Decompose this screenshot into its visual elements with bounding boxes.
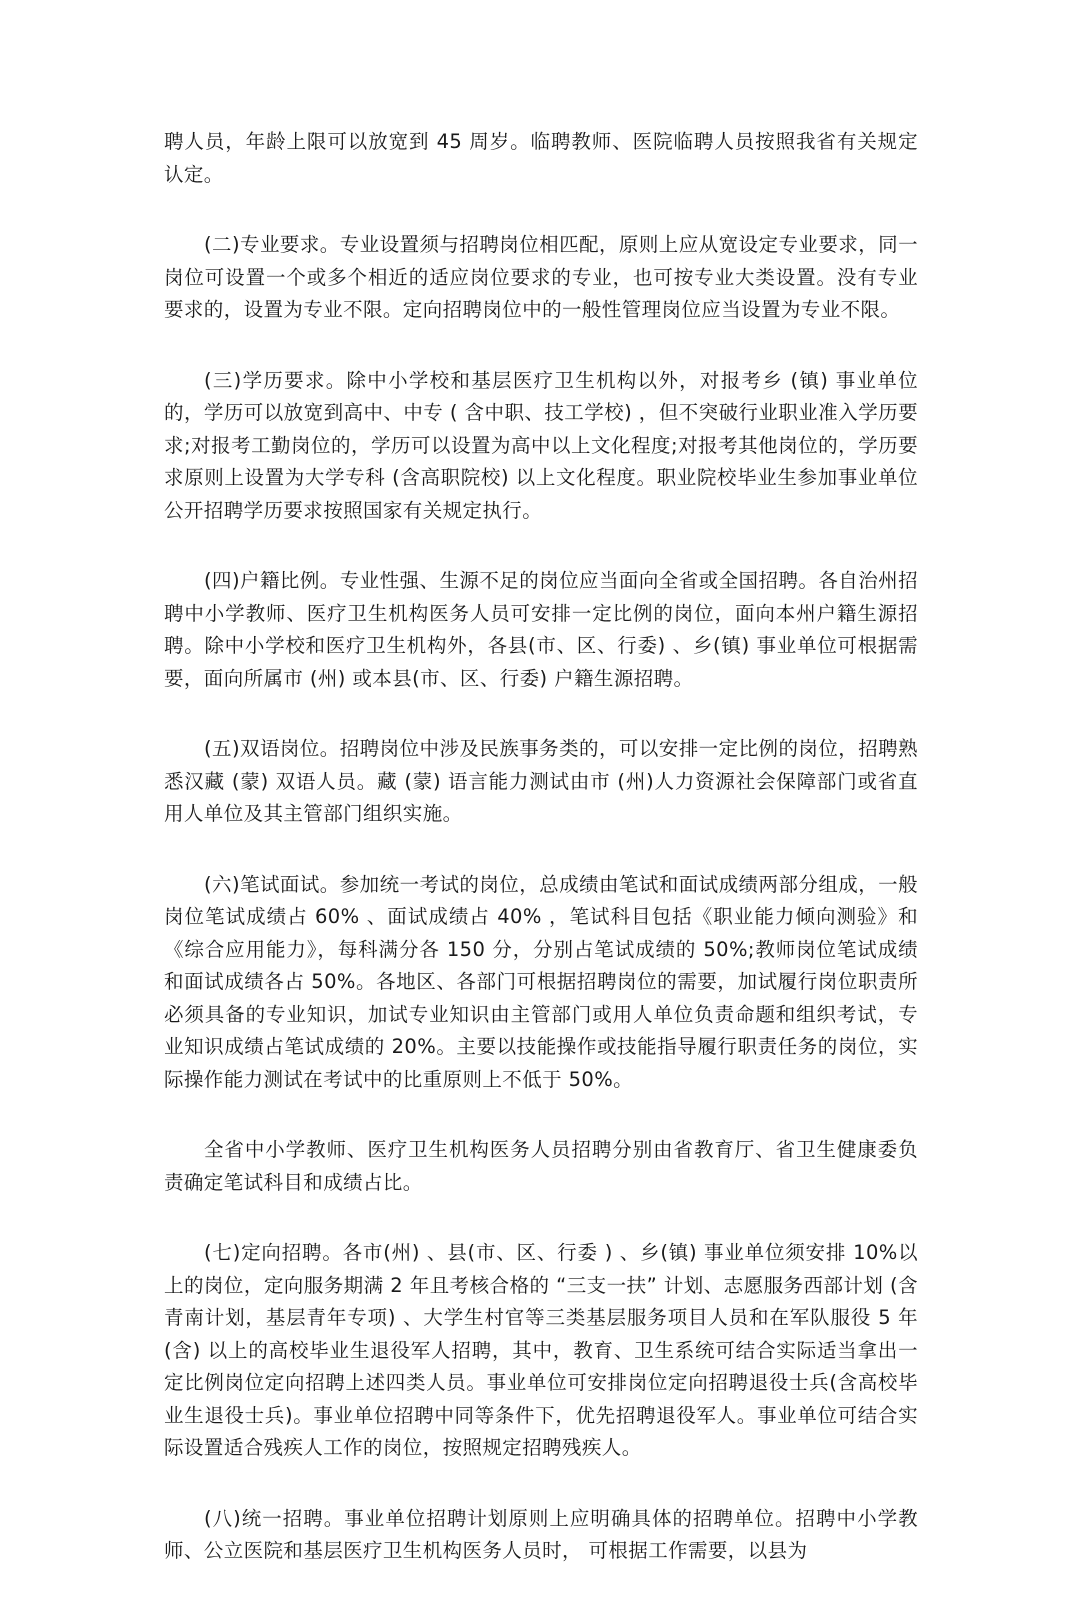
paragraph-targeted-recruitment: (七)定向招聘。各市(州) 、县(市、区、行委 ) 、乡(镇) 事业单位须安排 10%以上的岗位，定向服务期满 2 年且考核合格的 “三支一扶” 计划、志愿服务西部计划 (含青南计划，基层青年专项) 、大学生村官等三类基层服务项目人员和在军队服役 5 年 (含) 以上的高校毕业生退役军人招聘，其中，教育、卫生系统可结合实际适当拿出一定比例岗位定向招聘上述四类人员。事业单位可安排岗位定向招聘退役士兵(含高校毕业生退役士兵)。事业单位招聘中同等条件下，优先招聘退役军人。事业单位可结合实际设置适合残疾人工作的岗位，按照规定招聘残疾人。 (164, 1241, 918, 1459)
paragraph-province-teachers-medical: 全省中小学教师、医疗卫生机构医务人员招聘分别由省教育厅、省卫生健康委负责确定笔试科目和成绩占比。 (164, 1138, 918, 1194)
paragraph-household-ratio: (四)户籍比例。专业性强、生源不足的岗位应当面向全省或全国招聘。各自治州招聘中小学教师、医疗卫生机构医务人员可安排一定比例的岗位，面向本州户籍生源招聘。除中小学校和医疗卫生机构外，各县(市、区、行委) 、乡(镇) 事业单位可根据需要，面向所属市 (州) 或本县(市、区、行委) 户籍生源招聘。 (164, 569, 918, 690)
paragraph-bilingual-positions: (五)双语岗位。招聘岗位中涉及民族事务类的，可以安排一定比例的岗位，招聘熟悉汉藏 (蒙) 双语人员。藏 (蒙) 语言能力测试由市 (州)人力资源社会保障部门或省直用人单位及其主管部门组织实施。 (164, 737, 918, 825)
paragraph-continuation: 聘人员，年龄上限可以放宽到 45 周岁。临聘教师、医院临聘人员按照我省有关规定认定。 (164, 130, 918, 186)
paragraph-education-requirement: (三)学历要求。除中小学校和基层医疗卫生机构以外，对报考乡 (镇) 事业单位的，学历可以放宽到高中、中专 ( 含中职、技工学校) ，但不突破行业职业准入学历要求;对报考工勤岗位的，学历可以设置为高中以上文化程度;对报考其他岗位的，学历要求原则上设置为大学专科 (含高职院校) 以上文化程度。职业院校毕业生参加事业单位公开招聘学历要求按照国家有关规定执行。 (164, 368, 918, 522)
paragraph-major-requirement: (二)专业要求。专业设置须与招聘岗位相匹配，原则上应从宽设定专业要求，同一岗位可设置一个或多个相近的适应岗位要求的专业，也可按专业大类设置。没有专业要求的，设置为专业不限。定向招聘岗位中的一般性管理岗位应当设置为专业不限。 (164, 233, 918, 321)
document-body (164, 126, 918, 1606)
paragraph-unified-recruitment: (八)统一招聘。事业单位招聘计划原则上应明确具体的招聘单位。招聘中小学教师、公立医院和基层医疗卫生机构医务人员时， 可根据工作需要，以县为 (164, 1506, 918, 1562)
paragraph-written-interview: (六)笔试面试。参加统一考试的岗位，总成绩由笔试和面试成绩两部分组成，一般岗位笔试成绩占 60% 、面试成绩占 40% ，笔试科目包括《职业能力倾向测验》和《综合应用能力》，每科满分各 150 分，分别占笔试成绩的 50%;教师岗位笔试成绩和面试成绩各占 50%。各地区、各部门可根据招聘岗位的需要，加试履行岗位职责所必须具备的专业知识，加试专业知识由主管部门或用人单位负责命题和组织考试，专业知识成绩占笔试成绩的 20%。主要以技能操作或技能指导履行职责任务的岗位，实际操作能力测试在考试中的比重原则上不低于 50%。 (164, 872, 918, 1091)
